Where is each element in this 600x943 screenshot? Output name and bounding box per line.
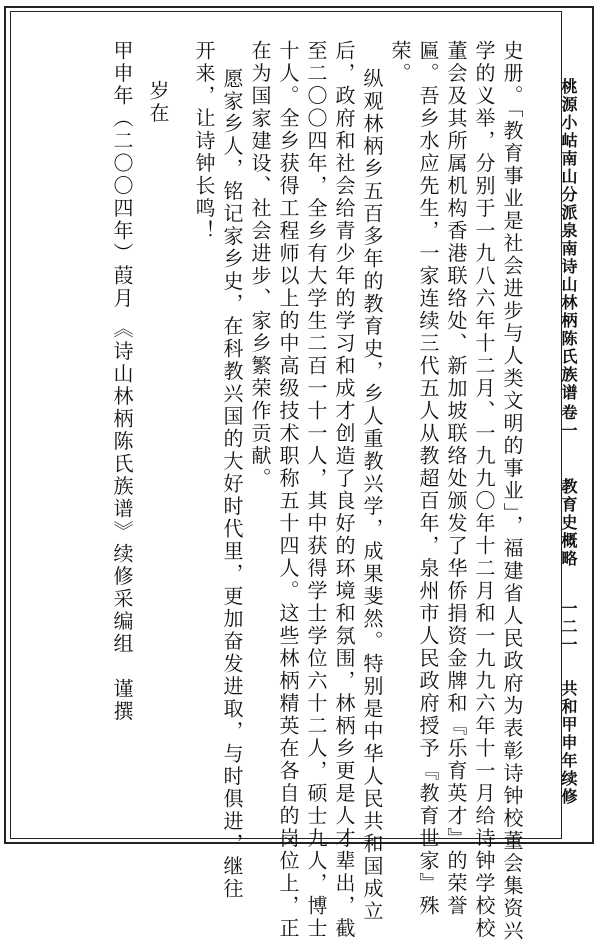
text-column: 荣。 [388,40,412,85]
volume-label: 卷一 [559,404,578,440]
text-column: 在为国家建设、社会进步、家乡繁荣作贡献。 [248,40,272,490]
date-prefix: 岁在 [146,80,170,125]
book-title: 桃源小岵南山分派泉南诗山林柄陈氏族谱 [559,78,578,402]
date-line: 甲申年（二〇〇四年）葭月 [110,40,134,310]
text-column: 十人。全乡获得工程师以上的中高级技术职称五十四人。这些林柄精英在各自的岗位上，正 [276,40,300,940]
text-column: 学的义举，分别于一九八六年十二月、一九九〇年十二月和一九九六年十一月给诗钟学校校 [472,40,496,940]
text-column: 史册。「教育事业是社会进步与人类文明的事业」，福建省人民政府为表彰诗钟校董会集资兴 [500,40,524,943]
edition-label: 共和甲申年续修 [559,680,578,806]
author-line: 《诗山林柄陈氏族谱》续修采编组 谨撰 [110,318,134,723]
page-number: 一二一 [559,600,578,654]
section-title: 教育史概略 [559,478,578,568]
text-column: 至二〇〇四年，全乡有大学生二百一十一人，其中获得学士学位六十二人，硕士九人，博士 [304,40,328,940]
text-column: 愿家乡人，铭记家乡史，在科教兴国的大好时代里，更加奋发进取，与时俱进，继往 [220,68,244,901]
text-column: 匾。吾乡水应先生，一家连续三代五人从教超百年，泉州市人民政府授予『教育世家』殊 [416,40,440,918]
text-column: 开来，让诗钟长鸣！ [192,40,216,243]
text-column: 后，政府和社会给青少年的学习和成才创造了良好的环境和氛围，林柄乡更是人才辈出，截 [332,40,356,940]
text-column: 董会及其所属机构香港联络处、新加坡联络处颁发了华侨捐资金牌和『乐育英才』的荣誉 [444,40,468,918]
text-column: 纵观林柄乡五百多年的教育史，乡人重教兴学，成果斐然。特别是中华人民共和国成立 [360,68,384,923]
